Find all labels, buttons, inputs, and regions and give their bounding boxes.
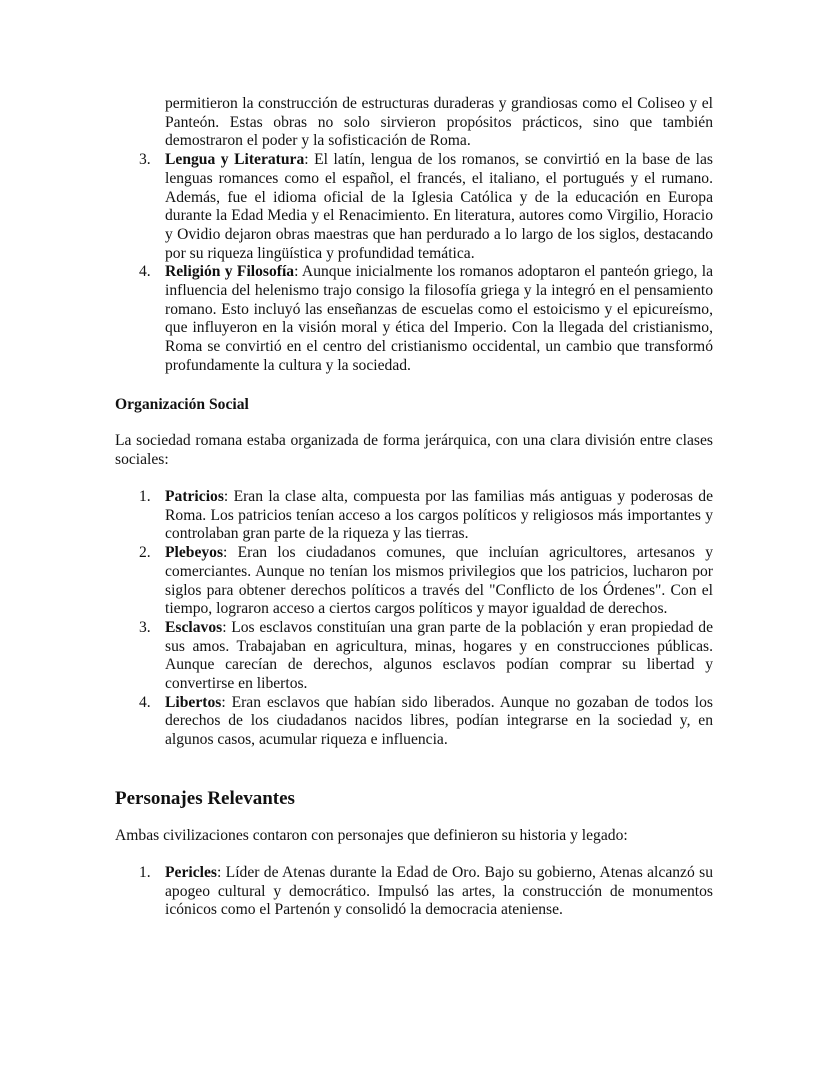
paragraph — [115, 432, 713, 469]
item-text: : Los esclavos constituían una gran parte de la población y eran propiedad de sus amos. Trabajaban en agricultura, minas, hogares y en construcciones públicas. Aunque carecían de derechos, algunos esclavos podían comprar su libertad y convertirse en libertos. — [165, 618, 713, 693]
list-item — [115, 488, 713, 544]
section-heading: Organización Social — [115, 396, 249, 413]
personajes-list — [115, 864, 713, 920]
item-number: 3. — [139, 618, 151, 636]
item-text: : Eran los ciudadanos comunes, que incluían agricultores, artesanos y comerciantes. Aunque no tenían los mismos privilegios que los patricios, lucharon por siglos para obtener derechos políticos a través del "Conflicto de los Órdenes". Con el tiempo, lograron acceso a ciertos cargos políticos y mayor igualdad de derechos. — [165, 544, 713, 618]
item-term: Pericles — [165, 864, 217, 881]
item-text: permitieron la construcción de estructuras duraderas y grandiosas como el Coliseo y el Panteón. Estas obras no solo sirvieron propósitos prácticos, sino que también demostraron el poder y la sofisticación de Roma. — [165, 95, 713, 150]
item-number: 3. — [139, 151, 151, 169]
item-term: Plebeyos — [165, 544, 224, 562]
item-term: Libertos — [165, 693, 222, 711]
culture-list — [115, 95, 713, 376]
list-item — [115, 544, 713, 619]
item-text: : Eran esclavos que habían sido liberados. Aunque no gozaban de todos los derechos de los ciudadanos nacidos libres, podían integrarse en la sociedad y, en algunos casos, acumular riqueza e influencia. — [165, 693, 713, 749]
item-number: 4. — [139, 693, 151, 711]
item-text: : Líder de Atenas durante la Edad de Oro. Bajo su gobierno, Atenas alcanzó su apogeo cultural y democrático. Impulsó las artes, la construcción de monumentos icónicos como el Partenón y consolidó la democracia ateniense. — [165, 864, 713, 919]
item-term: Esclavos — [165, 618, 223, 636]
list-item — [115, 864, 713, 920]
item-term: Lengua y Literatura — [165, 151, 305, 169]
list-item — [115, 95, 713, 151]
section-heading: Personajes Relevantes — [115, 788, 295, 809]
social-list — [115, 488, 713, 750]
item-text: : Aunque inicialmente los romanos adoptaron el panteón griego, la influencia del helenismo trajo consigo la filosofía griega y la integró en el pensamiento romano. Esto incluyó las enseñanzas de escuelas como el estoicismo y el epicureísmo, que influyeron en la visión moral y ética del Imperio. Con la llegada del cristianismo, Roma se convirtió en el centro del cristianismo occidental, un cambio que transformó profundamente la cultura y la sociedad. — [165, 263, 713, 374]
list-item — [115, 151, 713, 263]
list-item — [115, 263, 713, 375]
item-text: : El latín, lengua de los romanos, se convirtió en la base de las lenguas romances como el español, el francés, el italiano, el portugués y el rumano. Además, fue el idioma oficial de la Iglesia Católica y de la educación en Europa durante la Edad Media y el Renacimiento. En literatura, autores como Virgilio, Horacio y Ovidio dejaron obras maestras que han perdurado a lo largo de los siglos, destacando por su riqueza lingüística y profundidad temática. — [165, 151, 713, 262]
list-item — [115, 694, 713, 750]
item-term: Religión y Filosofía — [165, 263, 295, 281]
item-term: Patricios — [165, 488, 224, 505]
item-number: 2. — [139, 544, 151, 562]
paragraph — [115, 827, 713, 846]
item-text: : Eran la clase alta, compuesta por las familias más antiguas y poderosas de Roma. Los patricios tenían acceso a los cargos políticos y religiosos más importantes y controlaban gran parte de la riqueza y las tierras. — [165, 488, 713, 543]
list-item — [115, 619, 713, 694]
item-number: 4. — [139, 263, 151, 281]
intro-text: Ambas civilizaciones contaron con personajes que definieron su historia y legado: — [115, 827, 628, 844]
item-number: 1. — [139, 488, 151, 505]
intro-text: La sociedad romana estaba organizada de forma jerárquica, con una clara división entre clases sociales: — [115, 432, 713, 468]
item-number: 1. — [139, 864, 151, 881]
